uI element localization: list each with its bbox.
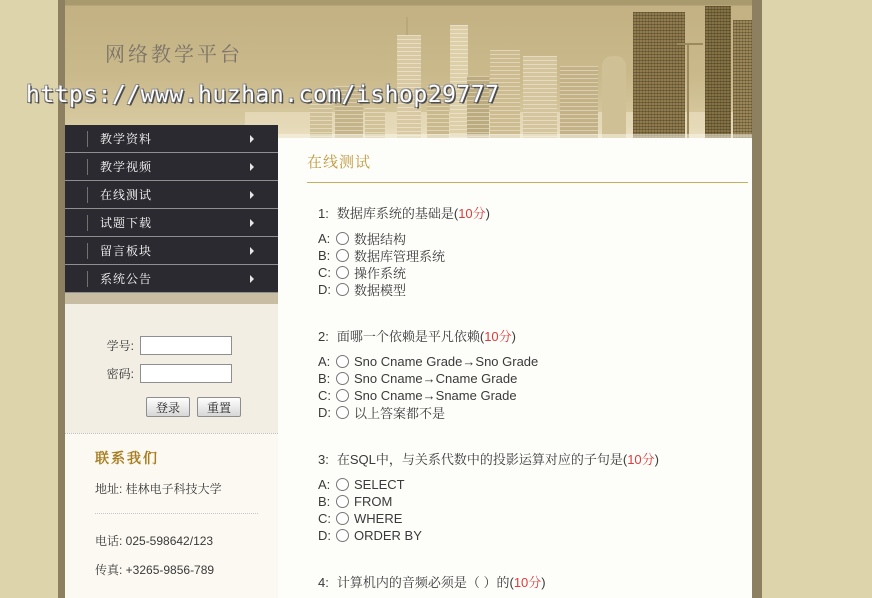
option-radio[interactable] <box>336 389 349 402</box>
option-label: 数据结构 <box>354 232 407 247</box>
option-label: FROM <box>354 494 393 509</box>
option-radio[interactable] <box>336 512 349 525</box>
option-row <box>318 281 752 298</box>
option-label: 操作系统 <box>354 266 407 281</box>
contact-address: 地址: 桂林电子科技大学 <box>95 482 222 496</box>
option-key: A: <box>318 354 331 369</box>
paren-close: ) <box>541 575 546 590</box>
sidebar-item-message-board[interactable] <box>65 237 278 265</box>
arrow-right-icon <box>250 163 254 171</box>
question-score: 10分 <box>627 452 655 467</box>
building-icon <box>523 56 557 138</box>
option-label: Sno Cname Grade→Sno Grade <box>354 354 539 369</box>
option-key: D: <box>318 528 331 543</box>
building-icon <box>633 12 685 138</box>
arrow-right-icon <box>250 275 254 283</box>
dome-tower-icon <box>602 56 626 138</box>
sidebar <box>65 132 278 598</box>
sidebar-item-system-notice[interactable] <box>65 265 278 293</box>
tick-icon <box>87 215 88 231</box>
sidebar-item-label: 教学视频 <box>100 160 153 174</box>
option-key: C: <box>318 511 331 526</box>
option-label: 数据模型 <box>354 283 407 298</box>
question-number: 2: <box>318 329 329 344</box>
login-panel <box>65 304 278 433</box>
option-key: A: <box>318 477 331 492</box>
question-score: 10分 <box>484 329 512 344</box>
crane-icon <box>687 43 689 138</box>
paren-open: ( <box>453 206 459 221</box>
question-score: 10分 <box>458 206 486 221</box>
paren-close: ) <box>511 329 517 344</box>
question-title <box>318 451 752 468</box>
contact-panel <box>65 433 278 598</box>
option-row <box>318 370 752 387</box>
option-key: D: <box>318 282 331 297</box>
sidebar-item-online-test[interactable] <box>65 181 278 209</box>
building-icon <box>560 66 598 138</box>
arrow-right-icon <box>250 135 254 143</box>
tick-icon <box>87 187 88 203</box>
option-row <box>318 353 752 370</box>
main-content <box>278 138 752 598</box>
sidebar-item-label: 试题下载 <box>100 216 153 230</box>
paren-close: ) <box>654 452 660 467</box>
watermark-text: https://www.huzhan.com/ishop29777 <box>26 82 500 108</box>
reset-button[interactable]: 重置 <box>197 397 241 417</box>
tick-icon <box>87 271 88 287</box>
option-key: A: <box>318 231 331 246</box>
login-button[interactable]: 登录 <box>146 397 190 417</box>
option-row <box>318 476 752 493</box>
site-title: 网络教学平台 <box>105 44 243 66</box>
building-icon <box>705 6 731 138</box>
arrow-right-icon <box>250 219 254 227</box>
password-label: 密码: <box>106 367 134 381</box>
option-label: Sno Cname→Sname Grade <box>354 388 517 403</box>
sidebar-item-exam-download[interactable] <box>65 209 278 237</box>
option-row <box>318 230 752 247</box>
option-key: D: <box>318 405 331 420</box>
dotted-separator <box>95 513 258 514</box>
question-number: 3: <box>318 452 329 467</box>
option-key: C: <box>318 265 331 280</box>
option-label: 以上答案都不是 <box>354 406 446 421</box>
sidebar-divider-band <box>65 293 278 304</box>
arrow-right-icon <box>250 247 254 255</box>
option-key: B: <box>318 371 331 386</box>
option-radio[interactable] <box>336 355 349 368</box>
question-2 <box>318 328 752 421</box>
option-radio[interactable] <box>336 372 349 385</box>
question-text: 数据库系统的基础是 <box>336 206 454 221</box>
option-label: SELECT <box>354 477 405 492</box>
option-row <box>318 264 752 281</box>
option-row <box>318 404 752 421</box>
question-4 <box>318 574 752 591</box>
option-key: C: <box>318 388 331 403</box>
student-id-input[interactable] <box>140 336 232 355</box>
sidebar-item-label: 教学资料 <box>100 132 153 146</box>
question-number: 4: <box>318 575 329 590</box>
paren-open: ( <box>479 329 485 344</box>
option-key: B: <box>318 248 331 263</box>
title-underline <box>307 182 748 183</box>
contact-phone: 电话: 025-598642/123 <box>95 534 214 548</box>
contact-fax: 传真: +3265-9856-789 <box>95 563 215 577</box>
question-number: 1: <box>318 206 329 221</box>
question-score: 10分 <box>513 575 542 590</box>
sidebar-item-label: 在线测试 <box>100 188 153 202</box>
contact-heading: 联系我们 <box>95 452 159 467</box>
tick-icon <box>87 159 88 175</box>
option-row <box>318 510 752 527</box>
sidebar-item-teaching-materials[interactable] <box>65 125 278 153</box>
student-id-label: 学号: <box>106 339 134 353</box>
option-row <box>318 387 752 404</box>
option-radio[interactable] <box>336 283 349 296</box>
sidebar-item-label: 留言板块 <box>100 244 153 258</box>
sidebar-item-teaching-videos[interactable] <box>65 153 278 181</box>
option-radio[interactable] <box>336 478 349 491</box>
option-row <box>318 527 752 544</box>
option-radio[interactable] <box>336 529 349 542</box>
question-text: 计算机内的音频必须是（ ）的 <box>336 575 510 590</box>
question-text: 在SQL中，与关系代数中的投影运算对应的子句是 <box>336 452 623 467</box>
sidebar-menu <box>65 125 278 293</box>
option-radio[interactable] <box>336 249 349 262</box>
question-title <box>318 574 752 591</box>
crane-arm-icon <box>677 43 703 45</box>
page-title: 在线测试 <box>307 154 372 171</box>
arrow-right-icon <box>250 191 254 199</box>
question-list <box>307 205 752 591</box>
password-input[interactable] <box>140 364 232 383</box>
header-banner <box>65 0 752 138</box>
option-label: 数据库管理系统 <box>354 249 446 264</box>
paren-close: ) <box>485 206 491 221</box>
option-key: B: <box>318 494 331 509</box>
option-label: ORDER BY <box>354 528 422 543</box>
sidebar-item-label: 系统公告 <box>100 272 153 286</box>
option-label: WHERE <box>354 511 403 526</box>
paren-open: ( <box>622 452 628 467</box>
option-radio[interactable] <box>336 495 349 508</box>
question-3 <box>318 451 752 544</box>
option-label: Sno Cname→Cname Grade <box>354 371 518 386</box>
option-radio[interactable] <box>336 266 349 279</box>
option-radio[interactable] <box>336 406 349 419</box>
option-radio[interactable] <box>336 232 349 245</box>
question-title <box>318 205 752 222</box>
question-1 <box>318 205 752 298</box>
question-text: 面哪一个依赖是平凡依赖 <box>336 329 480 344</box>
paren-open: ( <box>509 575 514 590</box>
option-row <box>318 247 752 264</box>
tick-icon <box>87 131 88 147</box>
tick-icon <box>87 243 88 259</box>
question-title <box>318 328 752 345</box>
option-row <box>318 493 752 510</box>
building-icon <box>733 20 752 138</box>
